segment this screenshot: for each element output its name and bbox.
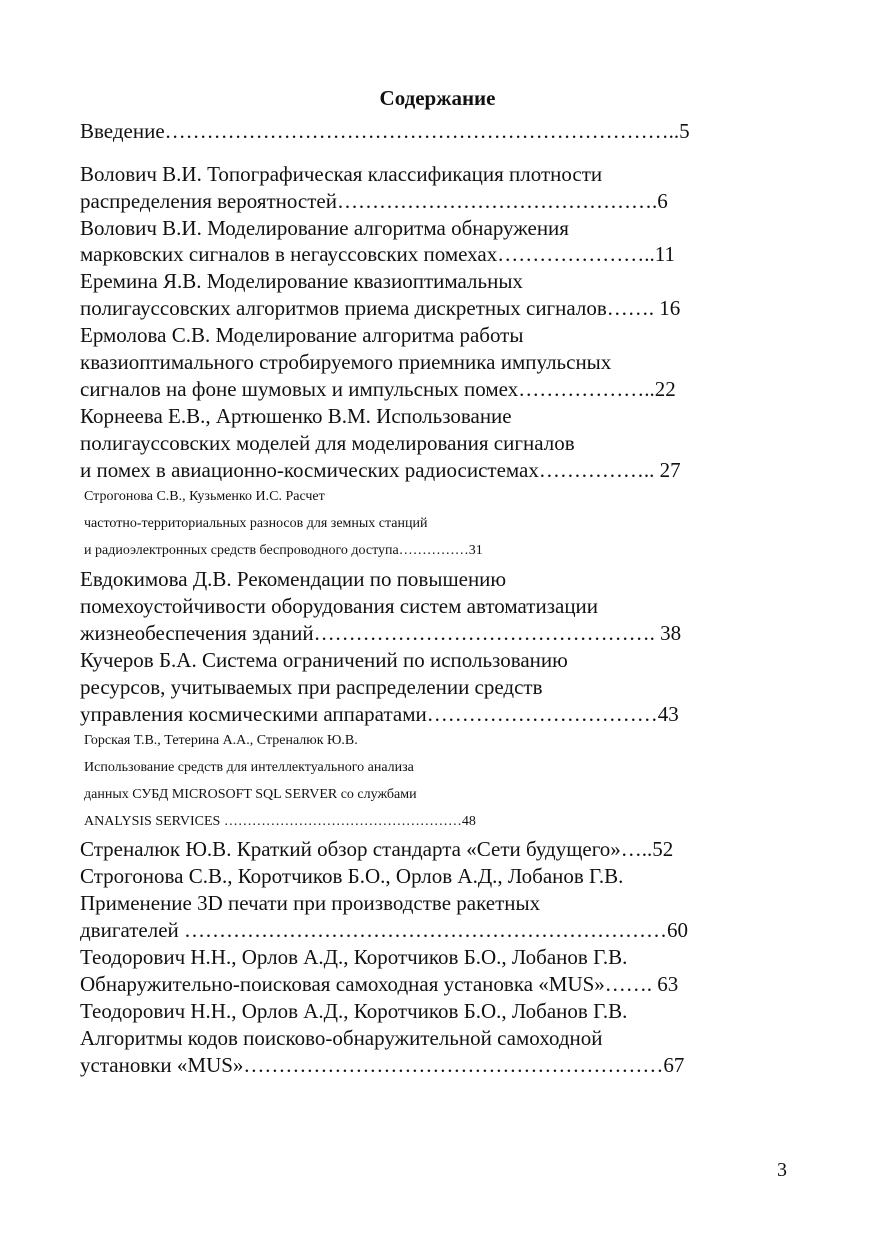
toc-line: Корнеева Е.В., Артюшенко В.М. Использование [80, 404, 512, 428]
toc-line: данных СУБД MICROSOFT SQL SERVER со службами [84, 787, 417, 802]
toc-line: помехоустойчивости оборудования систем автоматизации [80, 594, 599, 618]
toc-line: полигауссовских моделей для моделирования сигналов [80, 431, 575, 455]
toc-line: Строгонова С.В., Коротчиков Б.О., Орлов А.Д., Лобанов Г.В. [80, 864, 624, 888]
toc-line: Введение………………………………………………………………..5 [80, 119, 690, 143]
toc-line: Волович В.И. Моделирование алгоритма обнаружения [80, 216, 569, 240]
toc-line: распределения вероятностей……………………………………….6 [80, 189, 668, 213]
toc-line: Строгонова С.В., Кузьменко И.С. Расчет [84, 489, 325, 504]
toc-title: Содержание [379, 86, 496, 110]
toc-line: установки «MUS»……………………………………………………67 [80, 1053, 685, 1077]
toc-line: Кучеров Б.А. Система ограничений по использованию [80, 648, 568, 672]
toc-line: ресурсов, учитываемых при распределении средств [80, 675, 543, 699]
toc-line: Применение 3D печати при производстве ракетных [80, 891, 541, 915]
toc-line: Горская Т.В., Тетерина А.А., Стреналюк Ю.В. [84, 733, 358, 748]
toc-line: частотно-территориальных разносов для земных станций [84, 516, 428, 531]
toc-line: Стреналюк Ю.В. Краткий обзор стандарта «Сети будущего»…..52 [80, 837, 674, 861]
toc-line: Алгоритмы кодов поисково-обнаружительной самоходной [80, 1026, 603, 1050]
toc-line: марковских сигналов в негауссовских помехах…………………..11 [80, 242, 675, 266]
toc-line: квазиоптимального стробируемого приемника импульсных [80, 350, 612, 374]
toc-line: и радиоэлектронных средств беспроводного доступа……………31 [84, 543, 483, 558]
toc-line: жизнеобеспечения зданий…………………………………………. 38 [80, 621, 682, 645]
toc-line: сигналов на фоне шумовых и импульсных помех………………..22 [80, 377, 676, 401]
toc-line: полигауссовских алгоритмов приема дискретных сигналов……. 16 [80, 296, 681, 320]
toc-line: Волович В.И. Топографическая классификация плотности [80, 162, 603, 186]
toc-line: и помех в авиационно-космических радиосистемах…………….. 27 [80, 458, 681, 482]
page-number: 3 [777, 1159, 787, 1181]
toc-line: Теодорович Н.Н., Орлов А.Д., Коротчиков Б.О., Лобанов Г.В. [80, 999, 628, 1023]
toc-line: ANALYSIS SERVICES ……………………………………………48 [84, 814, 476, 829]
toc-line: Евдокимова Д.В. Рекомендации по повышению [80, 567, 507, 591]
toc-line: двигателей ……………………………………………………………60 [80, 918, 689, 942]
toc-line: Использование средств для интеллектуального анализа [84, 760, 414, 775]
toc-line: Еремина Я.В. Моделирование квазиоптимальных [80, 269, 523, 293]
toc-line: Обнаружительно-поисковая самоходная установка «MUS»……. 63 [80, 972, 679, 996]
toc-line: Ермолова С.В. Моделирование алгоритма работы [80, 323, 524, 347]
toc-line: управления космическими аппаратами……………………………43 [80, 702, 679, 726]
toc-line: Теодорович Н.Н., Орлов А.Д., Коротчиков Б.О., Лобанов Г.В. [80, 945, 628, 969]
